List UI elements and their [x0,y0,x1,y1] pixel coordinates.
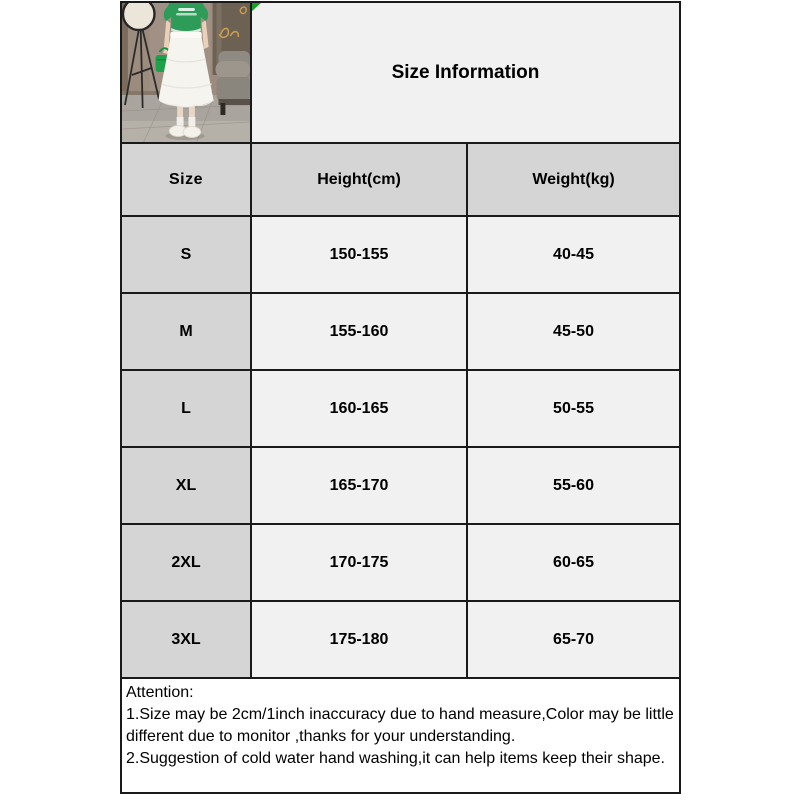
size-label: S [121,216,251,293]
attention-note-2: 2.Suggestion of cold water hand washing,it can help items keep their shape. [126,750,665,767]
height-value: 150-155 [251,216,467,293]
weight-value: 45-50 [467,293,680,370]
table-row-m [121,293,680,370]
weight-value: 60-65 [467,524,680,601]
size-label: M [121,293,251,370]
table-row-s [121,216,680,293]
height-value: 170-175 [251,524,467,601]
weight-value: 50-55 [467,370,680,447]
weight-value: 55-60 [467,447,680,524]
attention-heading: Attention: [126,684,194,701]
height-value: 175-180 [251,601,467,678]
column-header-height: Height(cm) [251,143,467,216]
product-photo [121,2,251,143]
size-information-title-cell [251,2,680,143]
weight-value: 65-70 [467,601,680,678]
height-value: 160-165 [251,370,467,447]
column-header-size: Size [121,143,251,216]
attention-notes [121,678,680,793]
column-header-weight: Weight(kg) [467,143,680,216]
table-row-2xl [121,524,680,601]
photo-title-row [121,2,680,143]
weight-value: 40-45 [467,216,680,293]
attention-note-1: 1.Size may be 2cm/1inch inaccuracy due to hand measure,Color may be little different due to monitor ,thanks for your understanding. [126,706,674,745]
size-label: L [121,370,251,447]
height-value: 165-170 [251,447,467,524]
size-table [120,1,681,794]
table-row-xl [121,447,680,524]
size-label: XL [121,447,251,524]
green-corner-marker-icon [252,3,261,11]
attention-row [121,678,680,793]
table-header-row [121,143,680,216]
table-row-3xl [121,601,680,678]
size-label: 2XL [121,524,251,601]
size-label: 3XL [121,601,251,678]
height-value: 155-160 [251,293,467,370]
model-photo-illustration [122,3,250,142]
page-title: Size Information [391,61,540,83]
table-row-l [121,370,680,447]
